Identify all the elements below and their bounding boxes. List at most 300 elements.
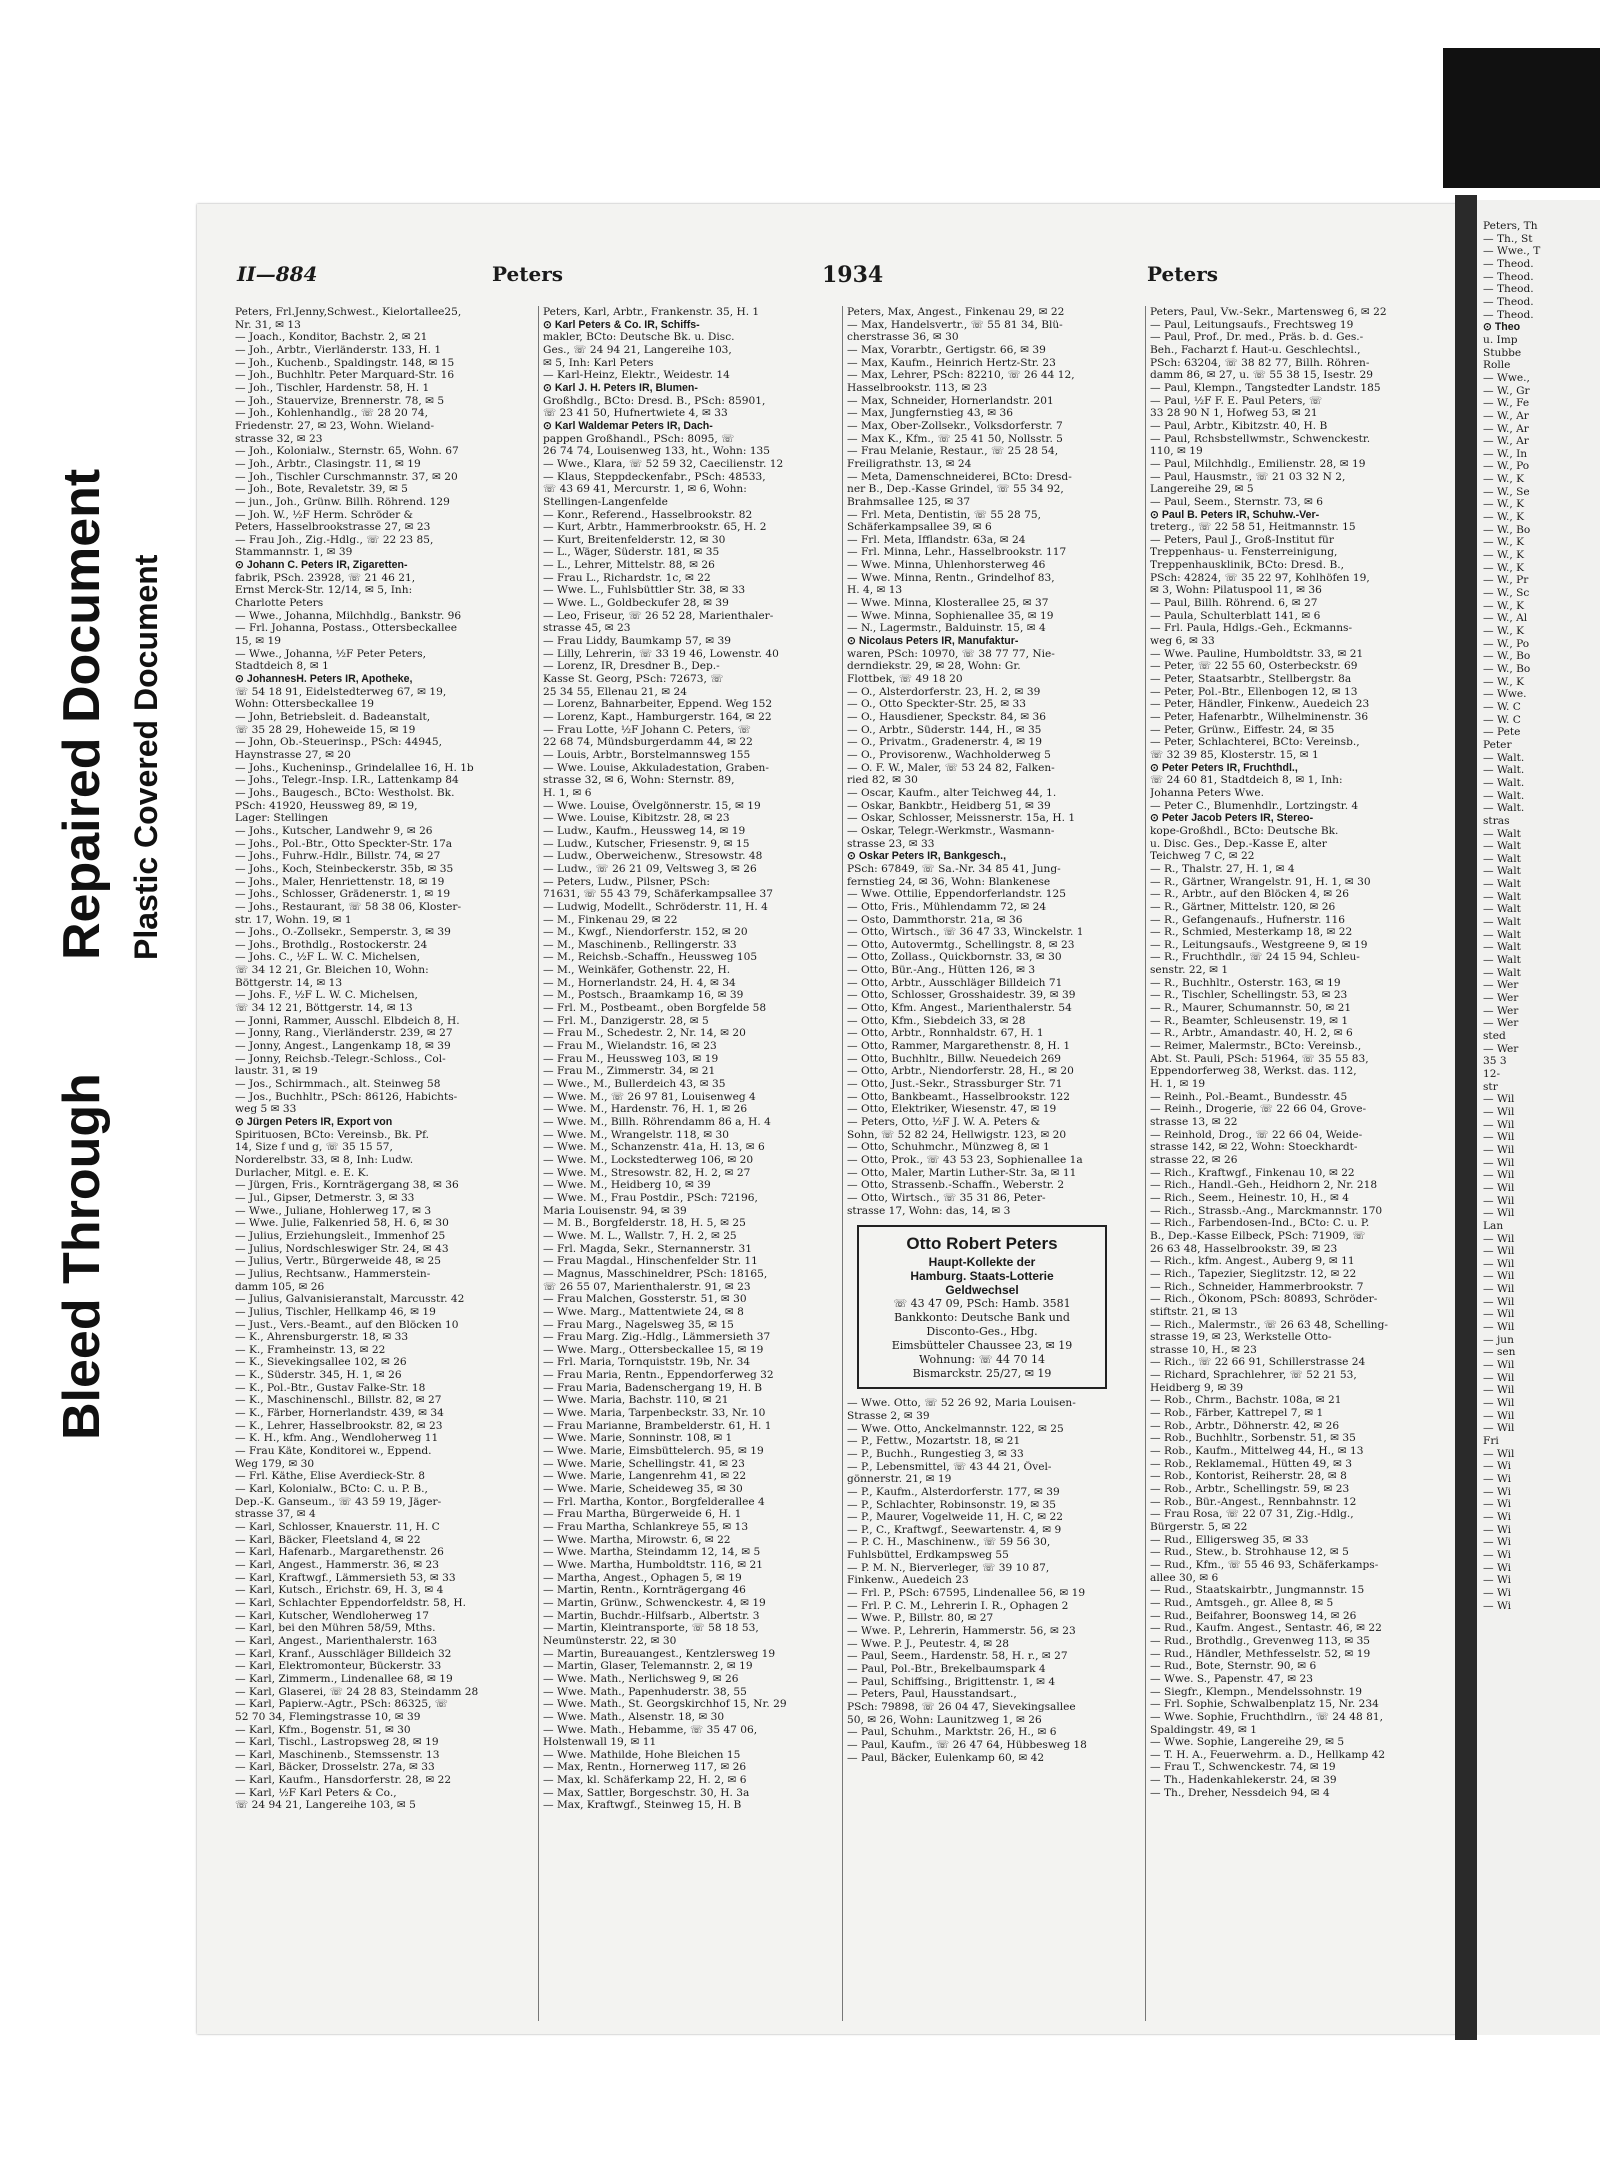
directory-entry: — Frau Marg. Zig.-Hdlg., Lämmersieth 37 (543, 1331, 771, 1344)
edge-entry: — Wer (1483, 1004, 1519, 1017)
edge-entry: — Walt (1483, 827, 1521, 840)
directory-entry: Peters, Hasselbrookstrasse 27, ✉ 23 (235, 521, 431, 534)
directory-entry: — Wwe., M., Bullerdeich 43, ✉ 35 (543, 1078, 726, 1091)
directory-entry: — M., Postsch., Braamkamp 16, ✉ 39 (543, 989, 744, 1002)
directory-entry: ✉ 5, Inh: Karl Peters (543, 356, 654, 369)
directory-entry: stiftstr. 21, ✉ 13 (1150, 1305, 1238, 1318)
directory-entry: — Wwe. M., Frau Postdir., PSch: 72196, (543, 1191, 758, 1204)
directory-entry: — Wwe. P. J., Peutestr. 4, ✉ 28 (847, 1637, 1009, 1650)
directory-entry: — Karl-Heinz, Elektr., Weidestr. 14 (543, 369, 730, 382)
directory-entry: — Jonny, Reichsb.-Telegr.-Schloss., Col- (235, 1052, 446, 1065)
directory-entry: — Julius, Rechtsanw., Hammerstein- (235, 1267, 431, 1280)
directory-entry: H. 1, ✉ 6 (543, 786, 592, 799)
directory-entry: — Johs., Baugesch., BCto: Westholst. Bk. (235, 786, 455, 799)
edge-entry: Rolle (1483, 359, 1511, 372)
directory-entry: ⊙ Peter Peters IR, Fruchthdl., (1150, 761, 1298, 774)
directory-entry: — Otto, Elektriker, Wiesenstr. 47, ✉ 19 (847, 1103, 1057, 1116)
directory-entry: — Rich., Farbendosen-Ind., BCto: C. u. P. (1150, 1217, 1370, 1230)
directory-entry: — Otto, Arbtr., Ronnhaldstr. 67, H. 1 (847, 1027, 1044, 1040)
directory-entry: — Otto, Wirtsch., ☏ 36 47 33, Winckelstr. 1 (847, 926, 1084, 939)
directory-entry: strasse 32, ✉ 6, Wohn: Sternstr. 89, (543, 774, 735, 787)
edge-entry: — Wwe., T (1483, 245, 1541, 258)
directory-entry: ⊙ Karl J. H. Peters IR, Blumen- (543, 381, 698, 394)
edge-entry: — W., Sc (1483, 587, 1530, 600)
directory-entry: — Rud., Beifahrer, Boonsweg 14, ✉ 26 (1150, 1609, 1357, 1622)
directory-entry: B., Dep.-Kasse Eilbeck, PSch: 71909, ☏ (1150, 1229, 1366, 1242)
directory-entry: Böttgerstr. 14, ✉ 13 (235, 976, 343, 989)
edge-entry: — Walt (1483, 878, 1521, 891)
edge-entry: — Wi (1483, 1548, 1512, 1561)
directory-entry: 22 68 74, Mündsburgerdamm 44, ✉ 22 (543, 736, 753, 749)
directory-entry: Hasselbrookstr. 113, ✉ 23 (847, 381, 988, 394)
directory-entry: — Karl, Schlachter Eppendorfeldstr. 58, H. (235, 1596, 466, 1609)
edge-entry: — W., K (1483, 675, 1525, 688)
directory-entry: — Otto, Fris., Mühlendamm 72, ✉ 24 (847, 900, 1047, 913)
directory-entry: — Peter, Grünw., Eiffestr. 24, ✉ 35 (1150, 723, 1335, 736)
header-year: 1934 (822, 262, 884, 288)
edge-entry: — Walt (1483, 865, 1521, 878)
directory-entry: ☏ 24 94 21, Langereihe 103, ✉ 5 (235, 1799, 416, 1812)
directory-entry: — Ludw., Kutscher, Friesenstr. 9, ✉ 15 (543, 837, 750, 850)
directory-entry: — Wwe. Maria, Bachstr. 110, ✉ 21 (543, 1394, 729, 1407)
directory-entry: Dep.-K. Ganseum., ☏ 43 59 19, Jäger- (235, 1495, 442, 1508)
edge-entry: — Theod. (1483, 257, 1534, 270)
directory-entry: — Wwe. Louise, Kibitzstr. 28, ✉ 23 (543, 812, 730, 825)
edge-entry: — Theod. (1483, 270, 1534, 283)
directory-entry: — Paul, Bäcker, Eulenkamp 60, ✉ 42 (847, 1751, 1045, 1764)
directory-entry: — Otto, Wirtsch., ☏ 35 31 86, Peter- (847, 1191, 1046, 1204)
directory-entry: — Peter, Schlachterei, BCto: Vereinsb., (1150, 736, 1360, 749)
edge-entry: — Wil (1483, 1105, 1515, 1118)
directory-entry: ☏ 54 18 91, Eidelstedterweg 67, ✉ 19, (235, 685, 447, 698)
directory-entry: PSch: 79898, ☏ 26 04 47, Sievekingsallee (847, 1701, 1076, 1713)
directory-entry: PSch: 42824, ☏ 35 22 97, Kohlhöfen 19, (1150, 571, 1370, 584)
directory-entry: — P., Kaufm., Alsterdorferstr. 177, ✉ 39 (847, 1485, 1060, 1498)
directory-entry: Sohn, ☏ 52 82 24, Hellwigstr. 123, ✉ 20 (847, 1128, 1067, 1141)
directory-entry: — Ludwig, Modellt., Schröderstr. 11, H. 4 (543, 900, 768, 913)
directory-entry: — T. H. A., Feuerwehrm. a. D., Hellkamp 42 (1150, 1748, 1386, 1761)
directory-entry: — Wwe. Martha, Mirowstr. 6, ✉ 22 (543, 1533, 731, 1546)
edge-entry: — Wil (1483, 1384, 1515, 1397)
directory-entry: — Rich., Kraftwgf., Finkenau 10, ✉ 22 (1150, 1166, 1355, 1179)
directory-entry: — Frau Marianne, Brambelderstr. 61, H. 1 (543, 1419, 772, 1432)
directory-entry: — Julius, Vertr., Bürgerweide 48, ✉ 25 (235, 1255, 441, 1268)
edge-entry: — W., K (1483, 599, 1525, 612)
directory-entry: — Joh., Buchhltr. Peter Marquard-Str. 16 (235, 369, 455, 382)
directory-entry: — O., Arbtr., Süderstr. 144, H., ✉ 35 (847, 723, 1042, 736)
directory-entry: 71631, ☏ 55 43 79, Schäferkampsallee 37 (543, 888, 774, 901)
directory-entry: — Martin, Bureauangest., Kentzlersweg 19 (543, 1647, 776, 1660)
directory-entry: — Wwe. S., Papenstr. 47, ✉ 23 (1150, 1672, 1314, 1685)
directory-entry: Durlacher, Mitgl. e. E. K. (235, 1166, 369, 1179)
directory-entry: — Osto, Dammthorstr. 21a, ✉ 36 (847, 913, 1023, 926)
directory-entry: — K., Lehrer, Hasselbrookstr. 82, ✉ 23 (235, 1419, 443, 1432)
directory-entry: strasse 10, H., ✉ 23 (1150, 1343, 1257, 1356)
directory-entry: — Rob., Buchhltr., Sorbenstr. 51, ✉ 35 (1150, 1432, 1356, 1445)
directory-entry: — Rud., Kfm., ☏ 55 46 93, Schäferkamps- (1150, 1558, 1379, 1571)
directory-entry: — P. M. N., Bierverleger, ☏ 39 10 87, (847, 1561, 1050, 1574)
directory-entry: — Paul, Prof., Dr. med., Präs. b. d. Ges.- (1150, 331, 1364, 344)
directory-entry: strasse 13, ✉ 22 (1150, 1116, 1238, 1128)
directory-entry: — Peters, Otto, ½F J. W. A. Peters & (847, 1116, 1041, 1128)
directory-entry: — Julius, Galvanisieranstalt, Marcusstr. 42 (235, 1293, 465, 1306)
directory-entry: — Frl. Johanna, Postass., Ottersbeckallee (235, 622, 458, 635)
directory-entry: — Otto, Arbtr., Niendorferstr. 28, H., ✉ 20 (847, 1065, 1074, 1078)
directory-entry: — P., Schlachter, Robinsonstr. 19, ✉ 35 (847, 1498, 1056, 1511)
directory-entry: — Wwe. Louise, Akkuladestation, Graben- (543, 761, 769, 774)
directory-entry: — Lilly, Lehrerin, ☏ 33 19 46, Lowenstr. 40 (543, 647, 779, 660)
adjacent-page-edge (1477, 200, 1600, 2035)
directory-entry: — Paula, Schulterblatt 141, ✉ 6 (1150, 609, 1321, 622)
edge-entry: — jun (1483, 1333, 1514, 1346)
edge-entry: — W., K (1483, 511, 1525, 524)
directory-entry: — Johs., Schlosser, Grädenerstr. 1, ✉ 19 (235, 888, 451, 901)
directory-entry: — Wwe. P., Billstr. 80, ✉ 27 (847, 1612, 994, 1625)
directory-entry: — Wwe. M., Heidberg 10, ✉ 39 (543, 1179, 711, 1192)
edge-entry: — Wil (1483, 1397, 1515, 1410)
directory-entry: — Frau M., Zimmerstr. 34, ✉ 21 (543, 1065, 716, 1078)
directory-entry: — Lorenz, Kapt., Hamburgerstr. 164, ✉ 22 (543, 711, 772, 723)
directory-entry: strasse 19, ✉ 23, Werkstelle Otto- (1150, 1331, 1332, 1344)
directory-column-4 (1145, 306, 1420, 2021)
edge-entry: — W., Ar (1483, 435, 1529, 448)
directory-entry: — Frau Martha, Bürgerweide 6, H. 1 (543, 1508, 742, 1521)
directory-entry: — O., Hausdiener, Speckstr. 84, ✉ 36 (847, 711, 1047, 723)
edge-entry: — Theod. (1483, 295, 1534, 308)
directory-entry: Lager: Stellingen (235, 812, 329, 825)
directory-entry: — Joh., Arbtr., Clasingstr. 11, ✉ 19 (235, 457, 421, 470)
directory-entry: — Frau Käte, Konditorei w., Eppend. (235, 1445, 432, 1458)
edge-entry: — Walt. (1483, 789, 1525, 802)
page-header (237, 262, 1437, 292)
directory-entry: — Ludw., Kaufm., Heussweg 14, ✉ 19 (543, 824, 746, 837)
directory-entry: — M., Finkenau 29, ✉ 22 (543, 913, 678, 926)
ad-subtitle1: Haupt-Kollekte der (928, 1255, 1036, 1270)
edge-entry: — Wil (1483, 1131, 1515, 1144)
edge-entry: — Walt (1483, 916, 1521, 929)
edge-entry: — Wil (1483, 1207, 1515, 1220)
directory-entry: — Jul., Gipser, Detmerstr. 3, ✉ 33 (235, 1191, 415, 1204)
directory-entry: — Martin, Rentn., Kornträgergang 46 (543, 1584, 746, 1597)
directory-entry: 52 70 34, Flemingstrasse 10, ✉ 39 (235, 1710, 421, 1723)
edge-entry: u. Imp (1483, 333, 1518, 346)
directory-entry: — Wwe. M., Lockstedterweg 106, ✉ 20 (543, 1153, 754, 1166)
edge-entry: — Wi (1483, 1523, 1512, 1536)
directory-entry: — Frl. Meta, Dentistin, ☏ 55 28 75, (847, 508, 1041, 521)
directory-entry: pappen Großhandl., PSch: 8095, ☏ (543, 432, 735, 445)
directory-entry: — Karl, Bäcker, Drosselstr. 27a, ✉ 33 (235, 1761, 435, 1774)
directory-entry: ⊙ Nicolaus Peters IR, Manufaktur- (847, 635, 1019, 648)
label-plastic-covered: Plastic Covered Document (128, 554, 164, 960)
directory-entry: — Wwe. Pauline, Humboldtstr. 33, ✉ 21 (1150, 647, 1364, 660)
edge-entry: — Walt (1483, 840, 1521, 853)
directory-entry: Johanna Peters Wwe. (1150, 786, 1265, 799)
directory-entry: ☏ 35 28 29, Hoheweide 15, ✉ 19 (235, 723, 416, 736)
directory-entry: — P., Maurer, Vogelweide 11, H. C, ✉ 22 (847, 1511, 1064, 1524)
directory-entry: — Kurt, Breitenfelderstr. 12, ✉ 30 (543, 533, 726, 546)
edge-entry: — Wil (1483, 1371, 1515, 1384)
edge-entry: — Wil (1483, 1093, 1515, 1106)
directory-entry: — Rich., Handl.-Geh., Heidhorn 2, Nr. 218 (1150, 1179, 1378, 1192)
top-margin-blank (1443, 0, 1600, 48)
directory-entry: PSch: 67849, ☏ Sa.-Nr. 34 85 41, Jung- (847, 862, 1061, 875)
directory-entry: — Otto, Zollass., Quickbornstr. 33, ✉ 30 (847, 951, 1062, 964)
edge-entry: 12- (1483, 1067, 1501, 1080)
directory-entry: — Wwe. M. L., Wallstr. 7, H. 2, ✉ 25 (543, 1229, 737, 1242)
directory-entry: — Wwe., Johanna, ½F Peter Peters, (235, 647, 426, 660)
directory-entry: — Paul, Rchsbstellwmstr., Schwenckestr. (1150, 432, 1371, 445)
directory-entry: Finkenw., Auedeich 23 (847, 1574, 969, 1587)
directory-entry: — Joach., Konditor, Bachstr. 2, ✉ 21 (235, 331, 428, 344)
directory-entry: — Rud., Amtsgeh., gr. Allee 8, ✉ 5 (1150, 1596, 1334, 1609)
directory-entry: — Otto, Prok., ☏ 43 53 23, Sophienallee 1a (847, 1153, 1083, 1166)
directory-entry: ⊙ Paul B. Peters IR, Schuhw.-Ver- (1150, 508, 1320, 521)
edge-entry: — Wwe., (1483, 371, 1530, 384)
directory-entry: — Oskar, Schlosser, Meissnerstr. 15a, H. 1 (847, 812, 1076, 825)
directory-entry: — Frl. Magda, Sekr., Sternannerstr. 31 (543, 1242, 752, 1255)
directory-entry: — Louis, Arbtr., Borstelmannsweg 155 (543, 748, 751, 761)
directory-entry: — Wwe. Otto, ☏ 52 26 92, Maria Louisen- (847, 1397, 1076, 1410)
directory-entry: — R., Fruchthdlr., ☏ 24 15 94, Schleu- (1150, 951, 1360, 964)
directory-entry: — Otto, Strassenb.-Schaffn., Weberstr. 2 (847, 1179, 1065, 1192)
directory-entry: — Lorenz, IR, Dresdner B., Dep.- (543, 660, 720, 673)
directory-entry: ☏ 24 60 81, Stadtdeich 8, ✉ 1, Inh: (1150, 774, 1343, 787)
directory-entry: — Klaus, Steppdeckenfabr., PSch: 48533, (543, 470, 766, 483)
directory-entry: — Wwe. Marie, Sonninstr. 108, ✉ 1 (543, 1432, 733, 1445)
directory-entry: — Rob., Bür.-Angest., Rennbahnstr. 12 (1150, 1495, 1357, 1508)
edge-entry: — Wil (1483, 1447, 1515, 1460)
directory-entry: — R., Leitungsaufs., Westgreene 9, ✉ 19 (1150, 938, 1368, 951)
edge-entry: — Wil (1483, 1283, 1515, 1296)
directory-entry: — Peter, Pol.-Btr., Ellenbogen 12, ✉ 13 (1150, 685, 1358, 698)
directory-entry: — Wwe., Juliane, Hohlerweg 17, ✉ 3 (235, 1204, 432, 1217)
directory-entry: — Frau M., Wielandstr. 16, ✉ 23 (543, 1040, 717, 1053)
directory-entry: — Martin, Kleintransporte, ☏ 58 18 53, (543, 1622, 759, 1635)
directory-entry: Eppendorferweg 38, Werkst. das. 112, (1150, 1065, 1357, 1078)
directory-entry: — R., Buchhltr., Osterstr. 163, ✉ 19 (1150, 976, 1341, 989)
directory-entry: — Joh., Kohlenhandlg., ☏ 28 20 74, (235, 407, 428, 420)
directory-entry: — Wwe. Math., Alsenstr. 18, ✉ 30 (543, 1710, 725, 1723)
edge-entry: — Wi (1483, 1561, 1512, 1574)
directory-entry: allee 30, ✉ 6 (1150, 1571, 1219, 1584)
directory-entry: — Wwe. M., Schanzenstr. 41a, H. 13, ✉ 6 (543, 1141, 765, 1154)
directory-columns (235, 306, 1447, 2021)
edge-entry: — W. C (1483, 700, 1521, 713)
directory-entry: ried 82, ✉ 30 (847, 774, 918, 787)
directory-entry: — Joh., Arbtr., Vierländerstr. 133, H. 1 (235, 343, 442, 356)
directory-entry: — Wwe. M., Hardenstr. 76, H. 1, ✉ 26 (543, 1103, 748, 1116)
edge-entry: — W., K (1483, 549, 1525, 562)
directory-entry: — Karl, Maschinenb., Stemssenstr. 13 (235, 1748, 440, 1761)
edge-entry: — Wil (1483, 1359, 1515, 1372)
ad-subtitle3: Geldwechsel (945, 1283, 1019, 1298)
directory-entry: — Reinhold, Drog., ☏ 22 66 04, Weide- (1150, 1128, 1363, 1141)
directory-entry: — M., Kwgf., Niendorferstr. 152, ✉ 20 (543, 926, 748, 939)
edge-entry: — W. C (1483, 713, 1521, 726)
directory-entry: — Just., Vers.-Beamt., auf den Blöcken 10 (235, 1318, 459, 1331)
directory-entry: — K., Süderstr. 345, H. 1, ✉ 26 (235, 1369, 402, 1382)
directory-entry: — Rich., Tapezier, Sieglitzstr. 12, ✉ 22 (1150, 1267, 1357, 1280)
directory-entry: — Paul, Hausmstr., ☏ 21 03 32 N 2, (1150, 470, 1346, 483)
directory-entry: Stammannstr. 1, ✉ 39 (235, 546, 353, 559)
directory-entry: — Meta, Damenschneiderei, BCto: Dresd- (847, 470, 1072, 483)
edge-entry: — Wil (1483, 1169, 1515, 1182)
directory-entry: — Rob., Kaufm., Mittelweg 44, H., ✉ 13 (1150, 1445, 1364, 1458)
directory-entry: 15, ✉ 19 (235, 635, 281, 648)
directory-entry: — Paul, Billh. Röhrend. 6, ✉ 27 (1150, 597, 1318, 610)
edge-entry: — Walt. (1483, 802, 1525, 815)
directory-entry: — Leo, Friseur, ☏ 26 52 28, Marienthaler- (543, 609, 774, 622)
directory-entry: Fuhlsbüttel, Erdkampsweg 55 (847, 1549, 1009, 1562)
directory-entry: — Rob., Kontorist, Reiherstr. 28, ✉ 8 (1150, 1470, 1347, 1483)
directory-entry: — Frl. M., Postbeamt., oben Borgfelde 58 (543, 1002, 767, 1015)
directory-entry: — Wwe. M., Wrangelstr. 118, ✉ 30 (543, 1128, 729, 1141)
directory-entry: — O., Provisorenw., Wachholderweg 5 (847, 748, 1051, 761)
directory-entry: — Ludw., Oberweichenw., Stresowstr. 48 (543, 850, 763, 863)
directory-entry: — Julius, Erziehungsleit., Immenhof 25 (235, 1229, 446, 1242)
directory-entry: strasse 142, ✉ 22, Wohn: Stoeckhardt- (1150, 1141, 1358, 1154)
edge-entry: — Theod. (1483, 308, 1534, 321)
directory-entry: Kasse St. Georg, PSch: 72673, ☏ (543, 673, 724, 686)
edge-entry: — W., K (1483, 561, 1525, 574)
directory-entry: — Wwe. M., ☏ 26 97 81, Louisenweg 4 (543, 1090, 756, 1103)
edge-entry: sted (1483, 1030, 1506, 1042)
directory-entry: — Th., Dreher, Nessdeich 94, ✉ 4 (1150, 1786, 1330, 1799)
directory-entry: — Johs. F., ½F L. W. C. Michelsen, (235, 989, 418, 1002)
label-repaired-document: Repaired Document (53, 468, 111, 960)
directory-entry: — Frau L., Richardstr. 1c, ✉ 22 (543, 571, 711, 584)
directory-entry: — Frl. M., Danzigerstr. 28, ✉ 5 (543, 1014, 709, 1027)
directory-entry: ☏ 43 69 41, Mercurstr. 1, ✉ 6, Wohn: (543, 483, 747, 496)
directory-entry: — Peters, Paul, Hausstandsart., (847, 1688, 1017, 1701)
directory-entry: — Otto, Rammer, Margarethenstr. 8, H. 1 (847, 1040, 1071, 1053)
directory-entry: ☏ 34 12 21, Gr. Bleichen 10, Wohn: (235, 964, 429, 977)
directory-entry: — Joh. W., ½F Herm. Schröder & (235, 508, 413, 521)
directory-entry: — Martin, Buchdr.-Hilfsarb., Albertstr. 3 (543, 1609, 760, 1622)
directory-entry: Schäferkampsallee 39, ✉ 6 (847, 521, 992, 534)
edge-entry: — Wil (1483, 1409, 1515, 1422)
directory-entry: — P., Buchh., Rungestieg 3, ✉ 33 (847, 1447, 1024, 1460)
directory-entry: — Otto, Buchhltr., Billw. Neuedeich 269 (847, 1052, 1062, 1065)
directory-entry: weg 5 ✉ 33 (235, 1103, 297, 1116)
directory-entry: fernstieg 24, ✉ 36, Wohn: Blankenese (847, 875, 1051, 888)
ad-line2: Bankkonto: Deutsche Bank und (894, 1311, 1070, 1325)
directory-entry: 14, Size f und g, ☏ 35 15 57, (235, 1141, 393, 1154)
directory-entry: — Karl, Kfm., Bogenstr. 51, ✉ 30 (235, 1723, 411, 1736)
directory-entry: ⊙ Johann C. Peters IR, Zigaretten- (235, 559, 408, 572)
directory-entry: — Otto, Maler, Martin Luther-Str. 3a, ✉ 11 (847, 1166, 1077, 1179)
edge-entry: — Wil (1483, 1194, 1515, 1207)
edge-entry: — Wil (1483, 1156, 1515, 1169)
edge-entry: — Wi (1483, 1536, 1512, 1549)
directory-entry: — Frau Maria, Badenschergang 19, H. B (543, 1381, 763, 1394)
edge-entry: — Walt (1483, 966, 1521, 979)
directory-entry: PSch: 63204, ☏ 38 82 77, Billh. Röhren- (1150, 356, 1370, 369)
directory-entry: Friedenstr. 27, ✉ 23, Wohn. Wieland- (235, 419, 435, 432)
directory-entry: — Wwe. Math., St. Georgskirchhof 15, Nr. 29 (543, 1698, 787, 1711)
edge-entry: — Wi (1483, 1574, 1512, 1587)
edge-entry: — Wer (1483, 979, 1519, 992)
directory-entry: — Wwe. Marie, Schellingstr. 41, ✉ 23 (543, 1457, 745, 1470)
directory-entry: — Paul, Schuhm., Marktstr. 26, H., ✉ 6 (847, 1726, 1057, 1739)
directory-column-3 (842, 306, 1117, 2021)
edge-entry: — Wi (1483, 1510, 1512, 1523)
directory-entry: Holstenwall 19, ✉ 11 (543, 1736, 657, 1749)
directory-entry: — Lorenz, Bahnarbeiter, Eppend. Weg 152 (543, 698, 773, 711)
directory-entry: — Wwe. Minna, Sophienallee 35, ✉ 19 (847, 609, 1054, 622)
directory-entry: — Max, Lehrer, PSch: 82210, ☏ 26 44 12, (847, 369, 1075, 382)
directory-entry: — Frl. Maria, Tornquiststr. 19b, Nr. 34 (543, 1356, 751, 1369)
directory-entry: — P., Lebensmittel, ☏ 43 44 21, Övel- (847, 1460, 1052, 1473)
directory-entry: Ernst Merck-Str. 12/14, ✉ 5, Inh: (235, 584, 413, 597)
edge-entry: — W., Al (1483, 612, 1528, 625)
directory-entry: — Jonni, Rammer, Ausschl. Elbdeich 8, H. (235, 1014, 460, 1027)
edge-entry: — W., K (1483, 536, 1525, 549)
directory-entry: 26 74 74, Louisenweg 133, ht., Wohn: 135 (543, 445, 771, 458)
directory-entry: — Karl, Glaserei, ☏ 24 28 83, Steindamm 28 (235, 1685, 479, 1698)
directory-entry: Wohn: Ottersbeckallee 19 (235, 698, 374, 711)
directory-entry: — Wwe. Julie, Falkenried 58, H. 6, ✉ 30 (235, 1217, 449, 1230)
directory-entry: ⊙ Peter Jacob Peters IR, Stereo- (1150, 812, 1314, 825)
edge-entry: — Wi (1483, 1586, 1512, 1599)
directory-entry: — Otto, Kfm., Siebdeich 33, ✉ 28 (847, 1014, 1026, 1027)
directory-entry: — Karl, Angest., Marienthalerstr. 163 (235, 1634, 438, 1647)
directory-entry: — Paul, Seem., Sternstr. 73, ✉ 6 (1150, 495, 1324, 508)
directory-entry: — R., Maurer, Schumannstr. 50, ✉ 21 (1150, 1002, 1352, 1015)
directory-entry: — Karl, Hafenarb., Margarethenstr. 26 (235, 1546, 444, 1559)
directory-entry: — Max, Jungfernstieg 43, ✉ 36 (847, 407, 1014, 420)
directory-entry: — Max, kl. Schäferkamp 22, H. 2, ✉ 6 (543, 1774, 747, 1787)
directory-entry: — Kurt, Arbtr., Hammerbrookstr. 65, H. 2 (543, 521, 767, 534)
directory-entry: — Rud., Händler, Methfesselstr. 52, ✉ 19 (1150, 1647, 1371, 1660)
directory-entry: Haynstrasse 27, ✉ 20 (235, 748, 351, 761)
directory-entry: Maria Louisenstr. 94, ✉ 39 (543, 1204, 687, 1217)
edge-entry: 35 3 (1483, 1055, 1507, 1068)
directory-entry: — Wwe. Math., Hebamme, ☏ 35 47 06, (543, 1723, 758, 1736)
directory-entry: — Karl, bei den Mühren 58/59, Mths. (235, 1622, 436, 1635)
directory-entry: — Oskar, Telegr.-Werkmstr., Wasmann- (847, 824, 1055, 837)
directory-entry: — Reimer, Malermstr., BCto: Vereinsb., (1150, 1040, 1362, 1053)
directory-entry: — Wwe. M., Billh. Röhrendamm 86 a, H. 4 (543, 1116, 771, 1128)
directory-entry: — R., Gefangenaufs., Hufnerstr. 116 (1150, 913, 1345, 926)
directory-entry: ☏ 34 12 21, Böttgerstr. 14, ✉ 13 (235, 1002, 413, 1015)
directory-entry: — Wwe. Minna, Uhlenhorsterweg 46 (847, 559, 1046, 572)
directory-entry: — Johs., Maler, Henriettenstr. 18, ✉ 19 (235, 875, 445, 888)
edge-entry: — Wer (1483, 992, 1519, 1005)
edge-entry: Fri (1483, 1435, 1499, 1447)
directory-entry: H. 1, ✉ 19 (1150, 1078, 1206, 1091)
directory-entry: — Frl. Käthe, Elise Averdieck-Str. 8 (235, 1470, 426, 1483)
directory-entry: — Karl, Kolonialw., BCto: C. u. P. B., (235, 1483, 428, 1496)
scanner-edge-bar (1443, 48, 1600, 188)
directory-entry: — Rob., Reklamemal., Hütten 49, ✉ 3 (1150, 1457, 1352, 1470)
directory-entry: — Rud., Stew., b. Strohhause 12, ✉ 5 (1150, 1546, 1349, 1559)
directory-entry: — O., Alsterdorferstr. 23, H. 2, ✉ 39 (847, 685, 1041, 698)
directory-entry: Flottbek, ☏ 49 18 20 (847, 673, 963, 686)
directory-entry: — R., Beamter, Schleusenstr. 19, ✉ 1 (1150, 1014, 1349, 1027)
directory-entry: — Karl, Kraftwgf., Lämmersieth 53, ✉ 33 (235, 1571, 456, 1584)
directory-entry: — Jürgen, Fris., Kornträgergang 38, ✉ 36 (235, 1179, 459, 1192)
edge-entry: — Wer (1483, 1017, 1519, 1030)
edge-entry: — W., Po (1483, 460, 1530, 473)
directory-entry: — Max, Handelsvertr., ☏ 55 81 34, Blü- (847, 318, 1063, 331)
directory-entry: waren, PSch: 10970, ☏ 38 77 77, Nie- (847, 647, 1055, 660)
directory-entry: — Frau Magdal., Hinschenfelder Str. 11 (543, 1255, 758, 1268)
directory-entry: — Wwe. Marg., Ottersbeckallee 15, ✉ 19 (543, 1343, 764, 1356)
directory-entry: — Rob., Chrm., Bachstr. 108a, ✉ 21 (1150, 1394, 1342, 1407)
directory-entry: — Max, Kraftwgf., Steinweg 15, H. B (543, 1799, 742, 1812)
edge-entry: — Wil (1483, 1257, 1515, 1270)
